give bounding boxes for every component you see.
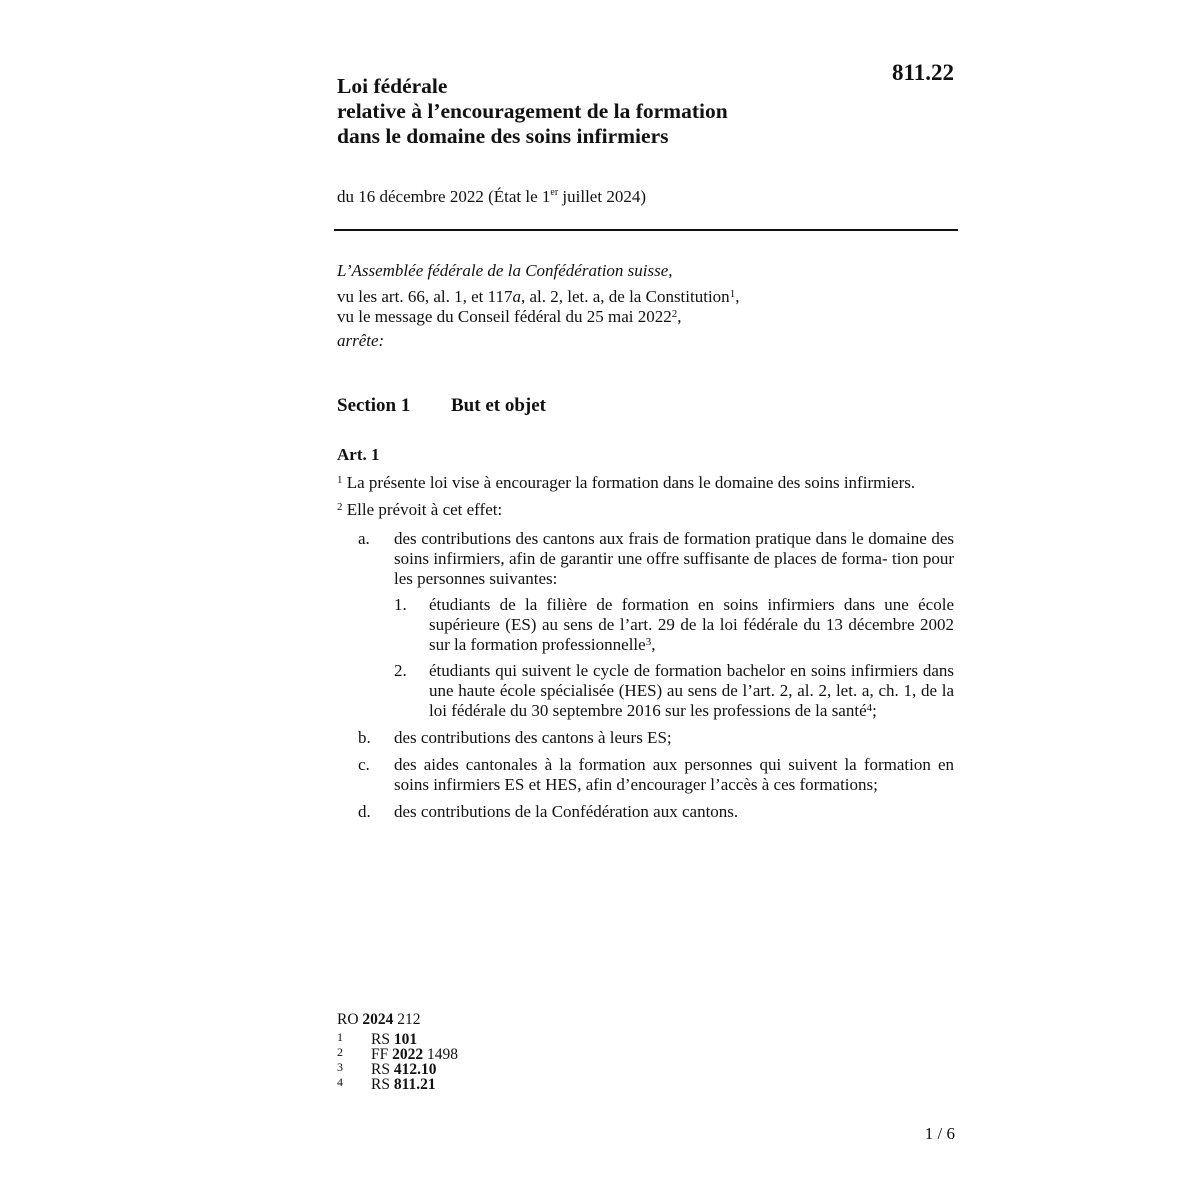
official-compilation-ref: [337, 1011, 458, 1028]
footnote-ref-1[interactable]: 1: [729, 288, 736, 300]
paragraph-text: La présente loi vise à encourager la formation dans le domaine des soins infirmiers.: [342, 473, 916, 492]
list-item-text-end: tion pour les personnes suivantes:: [394, 549, 955, 588]
punctuation: ;: [872, 701, 877, 720]
sub-item-text: étudiants qui suivent le cycle de formation bachelor en soins infirmiers dans une haute école spécialisée (HES) au sens de l’art. 2, al. 2, let. a, ch. 1, de la loi fédérale du 30 septembre 2016 sur les professions de la santé: [429, 661, 954, 720]
list-item-text-main: des contributions des cantons aux frais de formation pratique dans le domaine des soins infirmiers, afin de garantir une offre suffisante de places de forma-: [394, 529, 954, 568]
sub-marker: 2.: [394, 661, 407, 680]
paragraph-text: Elle prévoit à cet effet:: [342, 500, 503, 519]
list-marker: b.: [358, 728, 371, 747]
list-item-text: des contributions de la Confédération aux cantons.: [394, 802, 739, 821]
footnote-4: [337, 1076, 458, 1091]
section-title: But et objet: [451, 395, 546, 416]
ro-page: 212: [393, 1011, 421, 1028]
footnote-ref: 412.10: [393, 1061, 437, 1078]
page-number: 1 / 6: [924, 1124, 955, 1143]
preamble-decree: arrête:: [337, 331, 385, 350]
punctuation: ,: [677, 307, 682, 326]
preamble-legal-basis: [337, 287, 957, 307]
punctuation: ,: [735, 287, 740, 306]
footnote-number: 3: [337, 1060, 343, 1074]
footnote-2: [337, 1046, 458, 1061]
title-line-2: relative à l’encouragement de la formation: [337, 99, 728, 123]
footnote-prefix: RS: [371, 1061, 394, 1078]
title-line-1: Loi fédérale: [337, 74, 448, 98]
footnote-ref: 101: [393, 1031, 418, 1048]
paragraph-number: 2: [337, 501, 343, 513]
measures-list: [337, 529, 954, 822]
article-body: [337, 473, 954, 829]
law-date: [337, 187, 646, 207]
sub-marker: 1.: [394, 595, 407, 614]
title-divider: [334, 229, 958, 231]
date-suffix: juillet 2024): [558, 187, 646, 206]
title-line-3: dans le domaine des soins infirmiers: [337, 124, 669, 148]
list-marker: a.: [358, 529, 370, 548]
sub-list: [394, 595, 954, 721]
footnote-rest: 1498: [423, 1046, 458, 1063]
section-number: Section 1: [337, 395, 411, 416]
date-prefix: du 16 décembre 2022 (État le 1: [337, 187, 551, 206]
law-title: [337, 74, 728, 149]
footnote-prefix: FF: [371, 1046, 393, 1063]
footnote-ref-3[interactable]: 3: [645, 636, 652, 648]
preamble-basis-text-2: , al. 2, let. a, de la Constitution: [520, 287, 730, 306]
list-item-text: [394, 529, 954, 589]
paragraph-1: [337, 473, 954, 493]
ro-prefix: RO: [337, 1011, 363, 1028]
paragraph-number: 1: [337, 474, 343, 486]
list-marker: c.: [358, 755, 370, 774]
footnotes: [337, 1011, 458, 1091]
preamble-message: [337, 307, 957, 327]
footnote-prefix: RS: [371, 1031, 394, 1048]
footnote-ref: 811.21: [393, 1076, 436, 1093]
sub-item-1: [394, 595, 954, 655]
sub-item-2: [394, 661, 954, 721]
list-item-text: des contributions des cantons à leurs ES;: [394, 728, 672, 747]
footnote-1: [337, 1031, 458, 1046]
footnote-number: 2: [337, 1045, 343, 1059]
footnote-number: 4: [337, 1075, 343, 1089]
list-marker: d.: [358, 802, 371, 821]
list-item-d: [337, 802, 954, 822]
footnote-ref-4[interactable]: 4: [866, 702, 873, 714]
footnote-number: 1: [337, 1030, 343, 1044]
section-heading: [337, 395, 546, 417]
list-item-text: des aides cantonales à la formation aux personnes qui suivent la formation en soins infirmiers ES et HES, afin d’encourager l’accès à ces formations;: [394, 755, 954, 794]
punctuation: ,: [651, 635, 656, 654]
preamble-authority: L’Assemblée fédérale de la Confédération suisse,: [337, 261, 673, 280]
article-heading: Art. 1: [337, 445, 380, 464]
footnote-prefix: RS: [371, 1076, 394, 1093]
list-item-c: [337, 755, 954, 795]
sub-item-text: étudiants de la filière de formation en soins infirmiers dans une école supérieure (ES) au sens de l’art. 29 de la loi fédérale du 13 décembre 2002 sur la formation professionnelle: [429, 595, 954, 654]
date-superscript: er: [550, 187, 559, 198]
footnote-ref-2[interactable]: 2: [671, 308, 678, 320]
preamble-basis-italic: a: [512, 287, 521, 306]
footnote-3: [337, 1061, 458, 1076]
sr-number: 811.22: [892, 60, 954, 85]
list-item-b: [337, 728, 954, 748]
preamble-message-text: vu le message du Conseil fédéral du 25 mai 2022: [337, 307, 672, 326]
preamble: [337, 261, 957, 351]
ro-year: 2024: [362, 1011, 394, 1028]
list-item-a: [337, 529, 954, 721]
preamble-basis-text: vu les art. 66, al. 1, et 117: [337, 287, 513, 306]
paragraph-2: [337, 500, 954, 520]
footnote-ref: 2022: [392, 1046, 424, 1063]
